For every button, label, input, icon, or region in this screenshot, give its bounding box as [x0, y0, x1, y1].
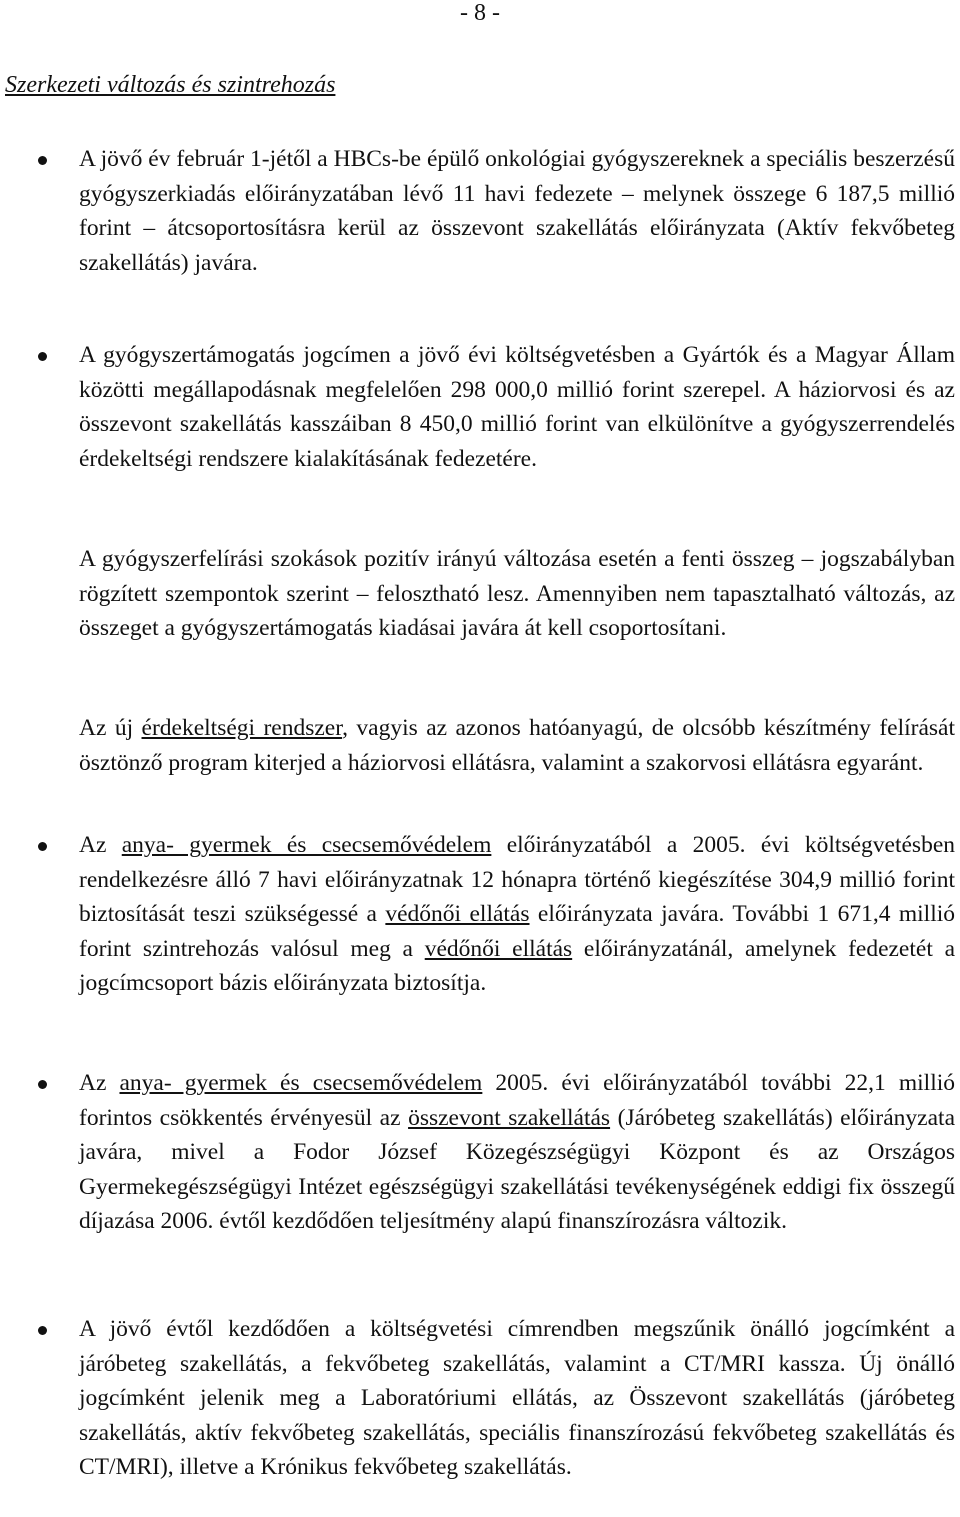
bullet-paragraph-7: A jövő évtől kezdődően a költségvetési címrendben megszűnik önálló jogcímként a járóbeteg szakellátás, a fekvőbeteg szakellátás, valamint a CT/MRI kassza. Új önálló jogcímként jelenik meg a Laboratóriumi ellátás, az Összevont szakellátás (járóbeteg szakellátás, aktív fekvőbeteg szakellátás, speciális finanszírozású fekvőbeteg szakellátás és CT/MRI), illetve a Krónikus fekvőbeteg szakellátás.	[79, 1316, 955, 1480]
paragraph-3: A gyógyszerfelírási szokások pozitív irányú változása esetén a fenti összeg – jogszabályban rögzített szempontok szerint – felosztható lesz. Amennyiben nem tapasztalható változás, az összeget a gyógyszertámogatás kiadásai javára át kell csoportosítani.	[79, 546, 955, 641]
bullet-icon	[38, 842, 47, 851]
bullet-paragraph-1: A jövő év február 1-jétől a HBCs-be épülő onkológiai gyógyszereknek a speciális beszerzésű gyógyszerkiadás előirányzatában lévő 11 havi fedezete – melynek összege 6 187,5 millió forint – átcsoportosításra kerül az összevont szakellátás előirányzata (Aktív fekvőbeteg szakellátás) javára.	[79, 146, 955, 276]
bullet-icon	[38, 352, 47, 361]
bullet-paragraph-2: A gyógyszertámogatás jogcímen a jövő évi költségvetésben a Gyártók és a Magyar Állam közötti megállapodásnak megfelelően 298 000,0 millió forint szerepel. A háziorvosi és az összevont szakellátás kasszáiban 8 450,0 millió forint van elkülönítve a gyógyszerrendelés érdekeltségi rendszere kialakításának fedezetére.	[79, 342, 955, 472]
paragraph-5-text-mid: előirányzatából a 2005. évi költségvetésben rendelkezésre álló 7 havi előirányzatnak 12 hónapra történő kiegészítése 304,9 millió forint biztosítását teszi szükségessé a	[79, 832, 955, 927]
paragraph-4-text-start: Az új	[79, 715, 142, 741]
paragraph-5-text-end: előirányzatánál, amelynek fedezetét a jogcímcsoport bázis előirányzata biztosítja.	[79, 935, 955, 996]
bullet-paragraph-6	[79, 1066, 955, 1239]
paragraph-6-text-end: (Járóbeteg szakellátás) előirányzata javára, mivel a Fodor József Közegészségügyi Központ és az Országos Gyermekegészségügyi Intézet egészségügyi szakellátási tevékenységének eddigi fix összegű díjazása 2006. évtől kezdődően teljesítmény alapú finanszírozásra változik.	[79, 1104, 956, 1234]
paragraph-5-text-mid: előirányzata javára. További 1 671,4 millió forint szintrehozás valósul meg a	[79, 901, 956, 962]
bullet-paragraph-5	[79, 828, 955, 1001]
underlined-term: összevont szakellátás	[408, 1104, 611, 1131]
paragraph-4-text-end: , vagyis az azonos hatóanyagú, de olcsóbb készítmény felírását ösztönző program kiterjed a háziorvosi ellátásra, valamint a szakorvosi ellátásra egyaránt.	[79, 715, 955, 776]
paragraph-5-text-start: Az	[79, 832, 122, 858]
paragraph-4	[79, 711, 955, 780]
paragraph-6-text-mid: 2005. évi előirányzatából további 22,1 millió forintos csökkentés érvényesül az	[79, 1070, 955, 1131]
paragraph-6-text-start: Az	[79, 1070, 120, 1096]
underlined-term: védőnői ellátás	[424, 935, 573, 962]
page-number: - 8 -	[460, 0, 500, 26]
bullet-icon	[38, 156, 47, 165]
bullet-icon	[38, 1326, 47, 1335]
section-title: Szerkezeti változás és szintrehozás	[5, 72, 336, 98]
bullet-icon	[38, 1080, 47, 1089]
underlined-term: anya- gyermek és csecsemővédelem	[119, 1070, 483, 1096]
underlined-term: érdekeltségi rendszer	[141, 715, 343, 741]
underlined-term: védőnői ellátás	[385, 901, 530, 927]
underlined-term: anya- gyermek és csecsemővédelem	[121, 832, 492, 858]
